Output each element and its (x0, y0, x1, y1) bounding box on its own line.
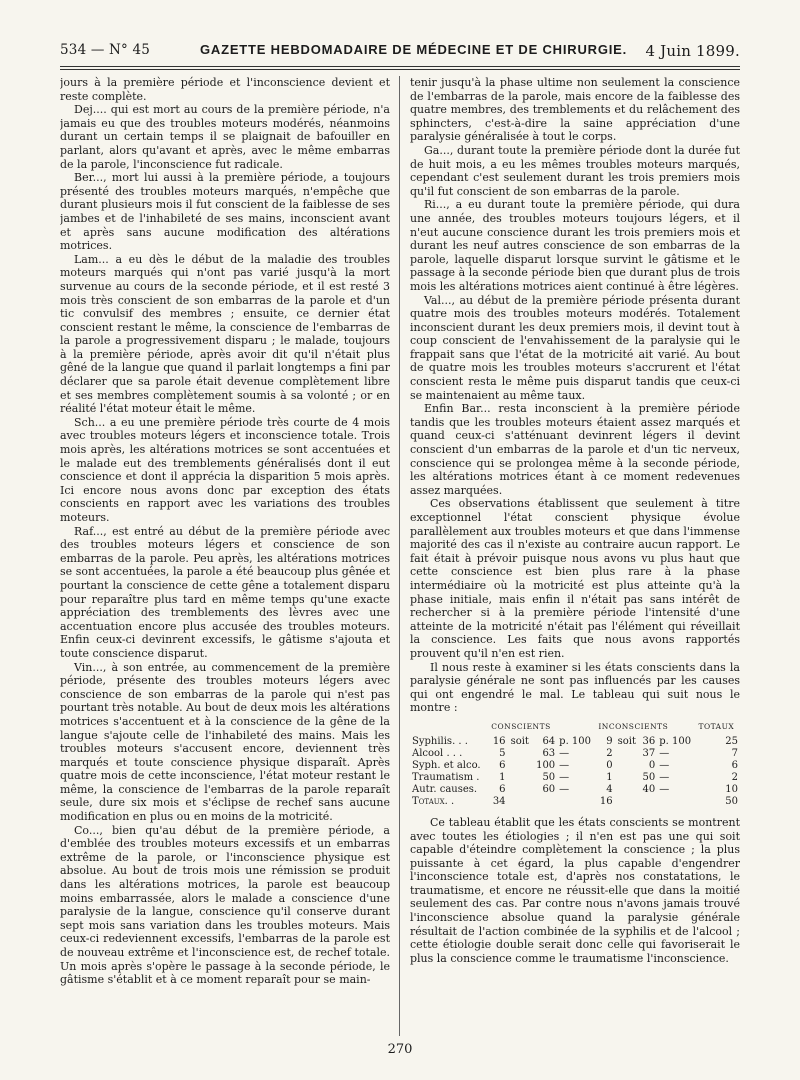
issue-date: 4 Juin 1899. (645, 42, 740, 60)
table-row (410, 736, 740, 748)
header-rule-bottom (60, 69, 740, 70)
table-cell-i-unit: — (659, 771, 670, 783)
header-conscients: CONSCIENTS (491, 721, 551, 731)
right-column-text-before-table (410, 76, 740, 715)
table-cell-label: Autr. causes. (412, 783, 478, 795)
table-cell-c-pct: 64 (542, 735, 556, 747)
table-cell-i-pct: 0 (648, 759, 656, 771)
paragraph: Sch... a eu une première période très courte de 4 mois avec troubles moteurs légers et inconscience totale. Trois mois après, les altérations motrices se sont accentuées et le malade eut des tremblements généralisés dont il eut conscience et dont il apprécia la disparition 5 mois après. Ici encore nous avons donc par exception des états conscients en rapport avec les variations des troubles moteurs. (60, 415, 390, 524)
table-cell-i-unit: p. 100 (659, 735, 692, 747)
table-cell-label: Traumatism . (412, 771, 480, 783)
table-cell-i-pct: 37 (642, 747, 656, 759)
right-column-text-after-table (410, 816, 740, 966)
table-cell-label: Alcool . . . (412, 747, 463, 759)
header-rule-top (60, 66, 740, 67)
table-row (410, 772, 740, 784)
table-cell-c-unit: p. 100 (559, 735, 592, 747)
table-header-row (410, 721, 740, 736)
table-cell-label: Syph. et alco. (412, 759, 481, 771)
table-cell-c-unit: — (559, 759, 570, 771)
table-cell-i-pct: 40 (642, 783, 656, 795)
paragraph: Vin..., à son entrée, au commencement de la première période, présente des troubles moteurs légers avec conscience de son embarras de la parole qui n'est pas pourtant très notable. Au bout de deux mois les altérations motrices s'accentuent et à la conscience de la gêne de la langue s'ajoute celle de l'inhabileté des mains. Mais les troubles moteurs s'accusent encore, deviennent très marqués et toute conscience physique disparaît. Après quatre mois de cette inconscience, l'état moteur restant le même, la conscience de l'embarras de la parole reparaît seule, dure six mois et s'éclipse de rechef sans aucune modification en plus ou en moins de la motricité. (60, 660, 390, 824)
header-totaux: TOTAUX (698, 721, 735, 731)
table-cell-i-n: 0 (606, 759, 613, 771)
table-cell-i-unit: — (659, 783, 670, 795)
table-cell-i-unit: — (659, 759, 670, 771)
table-cell-total: 2 (731, 771, 738, 783)
column-divider (399, 76, 400, 1036)
table-cell-i-sep: soit (617, 735, 636, 747)
total-cell-label: Totaux. . (412, 795, 455, 807)
table-body (410, 736, 740, 808)
table-cell-i-n: 4 (606, 783, 613, 795)
paragraph: Raf..., est entré au début de la première période avec des troubles moteurs légers et conscience de son embarras de la parole. Peu après, les altérations motrices se sont accentuées, la parole a été beaucoup plus gênée et pourtant la conscience de cette gêne a totalement disparu pour reparaître plus tard en même temps qu'une exacte appréciation des tremblements des lèvres avec une accentuation encore plus accusée des troubles moteurs. Enfin ceux-ci devinrent excessifs, le gâtisme s'ajouta et toute conscience disparut. (60, 524, 390, 660)
etiology-table (410, 721, 740, 808)
table-cell-total: 6 (731, 759, 738, 771)
paragraph: tenir jusqu'à la phase ultime non seulement la conscience de l'embarras de la parole, mais encore de la faiblesse des quatre membres, des tremblements et du relâchement des sphincters, c'est-à-dire la saine appréciation d'une paralysie généralisée à tout le corps. (410, 76, 740, 144)
page-issue-number: 534 — N° 45 (60, 42, 151, 58)
table-cell-i-sep (615, 748, 639, 760)
table-row (410, 784, 740, 796)
table-cell-total: 25 (725, 735, 738, 747)
folio-number: 270 (387, 1042, 413, 1057)
paragraph: Enfin Bar... resta inconscient à la première période tandis que les troubles moteurs étaient assez marqués et quand ceux-ci s'atténuant devinrent légers il devint conscient d'un embarras de la parole et d'un tic nerveux, conscience qui se prolongea même à la seconde période, les altérations motrices étant à ce moment redevenues assez marquées. (410, 402, 740, 497)
total-cell-i-n: 16 (599, 795, 613, 807)
paragraph: Val..., au début de la première période présenta durant quatre mois des troubles moteurs modérés. Totalement inconscient durant les deux premiers mois, il devint tout à coup conscient de l'envahissement de la paralysie qui le frappait sans que l'état de la motricité ait varié. Au bout de quatre mois les troubles moteurs s'accrurent et l'état conscient resta le même puis disparut tandis que ceux-ci se maintenaient au même taux. (410, 293, 740, 402)
table-cell-c-unit: — (559, 783, 570, 795)
paragraph: Ri..., a eu durant toute la première période, qui dura une année, des troubles moteurs toujours légers, et il n'eut aucune conscience durant les trois premiers mois et durant les neuf autres conscience de son embarras de la parole, laquelle disparut lorsque survint le gâtisme et le passage à la seconde période bien que durant plus de trois mois les altérations motrices aient continué à être légères. (410, 198, 740, 293)
table-total-row (410, 796, 740, 808)
table-cell-i-unit: — (659, 747, 670, 759)
table-cell-i-n: 1 (606, 771, 613, 783)
paragraph: Ber..., mort lui aussi à la première période, a toujours présenté des troubles moteurs marqués, n'empêche que durant plusieurs mois il fut conscient de la faiblesse de ses jambes et de l'inhabileté de ses mains, inconscient avant et après sans aucune modification des altérations motrices. (60, 171, 390, 253)
total-cell-c-n: 34 (492, 795, 506, 807)
table-cell-i-n: 2 (606, 747, 613, 759)
table-cell-total: 7 (731, 747, 738, 759)
table-cell-c-pct: 60 (542, 783, 556, 795)
paragraph: Lam... a eu dès le début de la maladie des troubles moteurs marqués qui n'ont pas varié jusqu'à la mort survenue au cours de la seconde période, et il est resté 3 mois très conscient de son embarras de la parole et d'un tic convulsif des membres ; ensuite, ce dernier état conscient restant le même, la conscience de l'embarras de la parole a progressivement disparu ; le malade, toujours à la première période, après avoir dit qu'il n'était plus gêné de la langue que quand il parlait longtemps a fini par déclarer que sa parole était devenue complètement libre et ses membres complètement soumis à sa volonté ; or en réalité l'état moteur était le même. (60, 252, 390, 416)
table-cell-total: 10 (725, 783, 738, 795)
paragraph: Ga..., durant toute la première période dont la durée fut de huit mois, a eu les mêmes troubles moteurs marqués, cependant c'est seulement durant les trois premiers mois qu'il fut conscient de son embarras de la parole. (410, 143, 740, 198)
header-inconscients: INCONSCIENTS (598, 721, 669, 731)
running-header (60, 42, 740, 64)
right-column (410, 76, 740, 1036)
empty-cell (615, 796, 697, 808)
table-row (410, 748, 740, 760)
table-cell-c-pct: 50 (542, 771, 556, 783)
empty-cell (508, 796, 597, 808)
table-cell-c-unit: — (559, 771, 570, 783)
total-cell-total: 50 (725, 795, 738, 807)
table-cell-c-sep: soit (510, 735, 529, 747)
table-cell-c-n: 6 (499, 783, 506, 795)
table-cell-c-sep (508, 748, 532, 760)
paragraph: jours à la première période et l'inconscience devient et reste complète. (60, 76, 390, 103)
table-cell-i-pct: 36 (642, 735, 656, 747)
table-row (410, 760, 740, 772)
table-cell-c-sep (508, 784, 532, 796)
table-cell-c-n: 16 (492, 735, 506, 747)
journal-title: GAZETTE HEBDOMADAIRE DE MÉDECINE ET DE CHIRURGIE. (200, 42, 628, 57)
paragraph: Co..., bien qu'au début de la première période, a d'emblée des troubles moteurs excessifs et un embarras extrême de la parole, or l'inconscience physique est absolue. Au bout de trois mois une rémission se produit dans les altérations motrices, la parole est beaucoup moins embarrassée, alors le malade a conscience d'une paralysie de la langue, conscience qu'il conserve durant sept mois sans variation dans les troubles moteurs. Mais ceux-ci redeviennent excessifs, l'embarras de la parole est de nouveau extrême et l'inconscience est, de rechef totale. Un mois après s'opère le passage à la seconde période, le gâtisme s'établit et à ce moment reparaît pour se main- (60, 823, 390, 987)
table-cell-c-unit: — (559, 747, 570, 759)
paragraph: Il nous reste à examiner si les états conscients dans la paralysie générale ne sont pas influencés par les causes qui ont engendré le mal. Le tableau qui suit nous le montre : (410, 660, 740, 715)
paragraph: Ces observations établissent que seulement à titre exceptionnel l'état conscient physique évolue parallèlement aux troubles moteurs et que dans l'immense majorité des cas il n'existe au contraire aucun rapport. Le fait était à prévoir puisque nous avons vu plus haut que cette conscience est bien plus rare à la phase intermédiaire où la motricité est plus atteinte qu'à la phase initiale, mais enfin il n'était pas sans intérêt de rechercher si à la première période l'intensité d'une atteinte de la motricité n'était pas l'élément qui réveillait la conscience. Les faits que nous avons rapportés prouvent qu'il n'en est rien. (410, 497, 740, 660)
paragraph: Ce tableau établit que les états conscients se montrent avec toutes les étiologies ; il n'en est pas une qui soit capable d'éteindre complètement la conscience ; la plus puissante à cet égard, la plus capable d'engendrer l'inconscience totale est, d'après nos constatations, le traumatisme, et encore ne réussit-elle que dans la moitié seulement des cas. Par contre nous n'avons jamais trouvé l'inconscience absolue quand la paralysie générale résultait de l'action combinée de la syphilis et de l'alcool ; cette étiologie double serait donc celle qui favoriserait le plus la conscience comme le traumatisme l'inconscience. (410, 815, 740, 965)
table-cell-label: Syphilis. . . (412, 735, 468, 747)
table-cell-c-n: 5 (499, 747, 506, 759)
table-cell-i-sep (615, 760, 639, 772)
table-cell-i-sep (615, 772, 639, 784)
paragraph: Dej.... qui est mort au cours de la première période, n'a jamais eu que des troubles moteurs modérés, néanmoins durant un certain temps il se plaignait de bafouiller en parlant, alors qu'avant et après, avec le même embarras de la parole, l'inconscience fut radicale. (60, 103, 390, 171)
table-cell-i-pct: 50 (642, 771, 656, 783)
left-column (60, 76, 390, 1036)
table-cell-c-n: 1 (499, 771, 506, 783)
table-cell-c-pct: 63 (542, 747, 556, 759)
table-cell-i-n: 9 (606, 735, 613, 747)
table-cell-c-sep (508, 760, 532, 772)
table-cell-c-n: 6 (499, 759, 506, 771)
table-cell-c-pct: 100 (536, 759, 556, 771)
table-cell-c-sep (508, 772, 532, 784)
table-cell-i-sep (615, 784, 639, 796)
